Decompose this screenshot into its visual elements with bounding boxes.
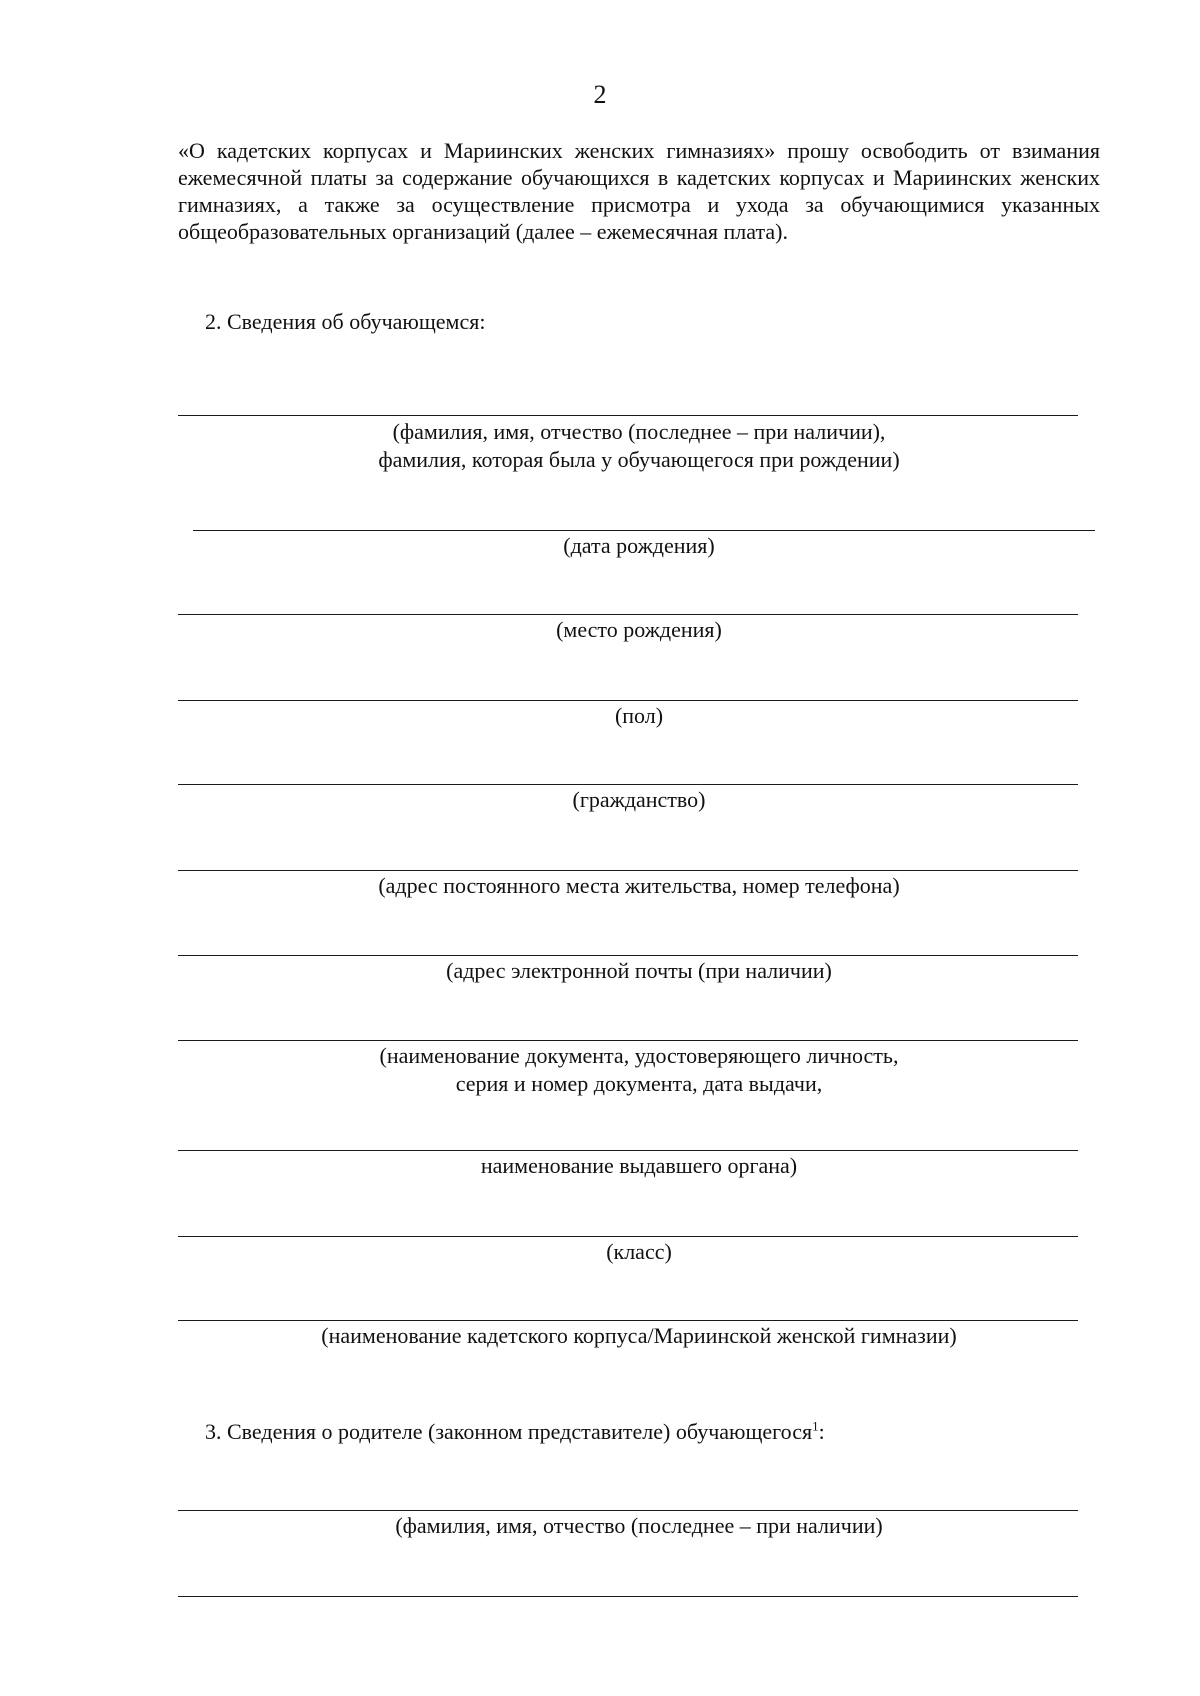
grade-caption: (класс) bbox=[606, 1239, 672, 1264]
section-3-heading bbox=[205, 1418, 825, 1445]
sex-caption: (пол) bbox=[614, 703, 664, 728]
id-document-caption-line1: (наименование документа, удостоверяющего личность, bbox=[379, 1043, 899, 1068]
student-name-caption bbox=[178, 418, 1100, 474]
intro-paragraph: «О кадетских корпусах и Мариинских женских гимназиях» прошу освободить от взимания ежемесячной платы за содержание обучающихся в кадетских корпусах и Мариинских женских гимназиях, а также за осуществление присмотра и ухода за обучающимися указанных общеобразовательных организаций (далее – ежемесячная плата). bbox=[178, 138, 1100, 244]
section-3-heading-text: 3. Сведения о родителе (законном представителе) обучающегося bbox=[205, 1419, 813, 1444]
birth-date-caption: (дата рождения) bbox=[563, 533, 715, 558]
school-name-caption: (наименование кадетского корпуса/Мариинской женской гимназии) bbox=[321, 1323, 957, 1348]
parent-name-caption: (фамилия, имя, отчество (последнее – при наличии) bbox=[395, 1513, 883, 1538]
student-name-caption-line1: (фамилия, имя, отчество (последнее – при наличии), bbox=[392, 419, 886, 444]
address-phone-line[interactable] bbox=[178, 870, 1078, 871]
parent-name-line[interactable] bbox=[178, 1510, 1078, 1511]
email-line[interactable] bbox=[178, 955, 1078, 956]
email-caption: (адрес электронной почты (при наличии) bbox=[446, 958, 832, 983]
section-3-heading-suffix: : bbox=[818, 1419, 825, 1444]
birth-date-line[interactable] bbox=[193, 530, 1095, 531]
id-document-line[interactable] bbox=[178, 1040, 1078, 1041]
id-document-caption bbox=[178, 1042, 1100, 1098]
grade-line[interactable] bbox=[178, 1236, 1078, 1237]
parent-next-line[interactable] bbox=[178, 1596, 1078, 1597]
sex-line[interactable] bbox=[178, 700, 1078, 701]
issuing-authority-line[interactable] bbox=[178, 1150, 1078, 1151]
page-number: 2 bbox=[593, 80, 607, 109]
citizenship-line[interactable] bbox=[178, 784, 1078, 785]
citizenship-caption: (гражданство) bbox=[572, 787, 706, 812]
birth-place-caption: (место рождения) bbox=[556, 617, 722, 642]
footnote-mark: 1 bbox=[812, 1418, 819, 1434]
student-name-caption-line2: фамилия, которая была у обучающегося при рождении) bbox=[378, 447, 900, 472]
id-document-caption-line2: серия и номер документа, дата выдачи, bbox=[455, 1071, 823, 1096]
issuing-authority-caption: наименование выдавшего органа) bbox=[480, 1153, 798, 1178]
birth-place-line[interactable] bbox=[178, 614, 1078, 615]
student-name-line[interactable] bbox=[178, 415, 1078, 416]
address-phone-caption: (адрес постоянного места жительства, номер телефона) bbox=[378, 873, 900, 898]
section-2-heading: 2. Сведения об обучающемся: bbox=[205, 309, 486, 334]
school-name-line[interactable] bbox=[178, 1320, 1078, 1321]
